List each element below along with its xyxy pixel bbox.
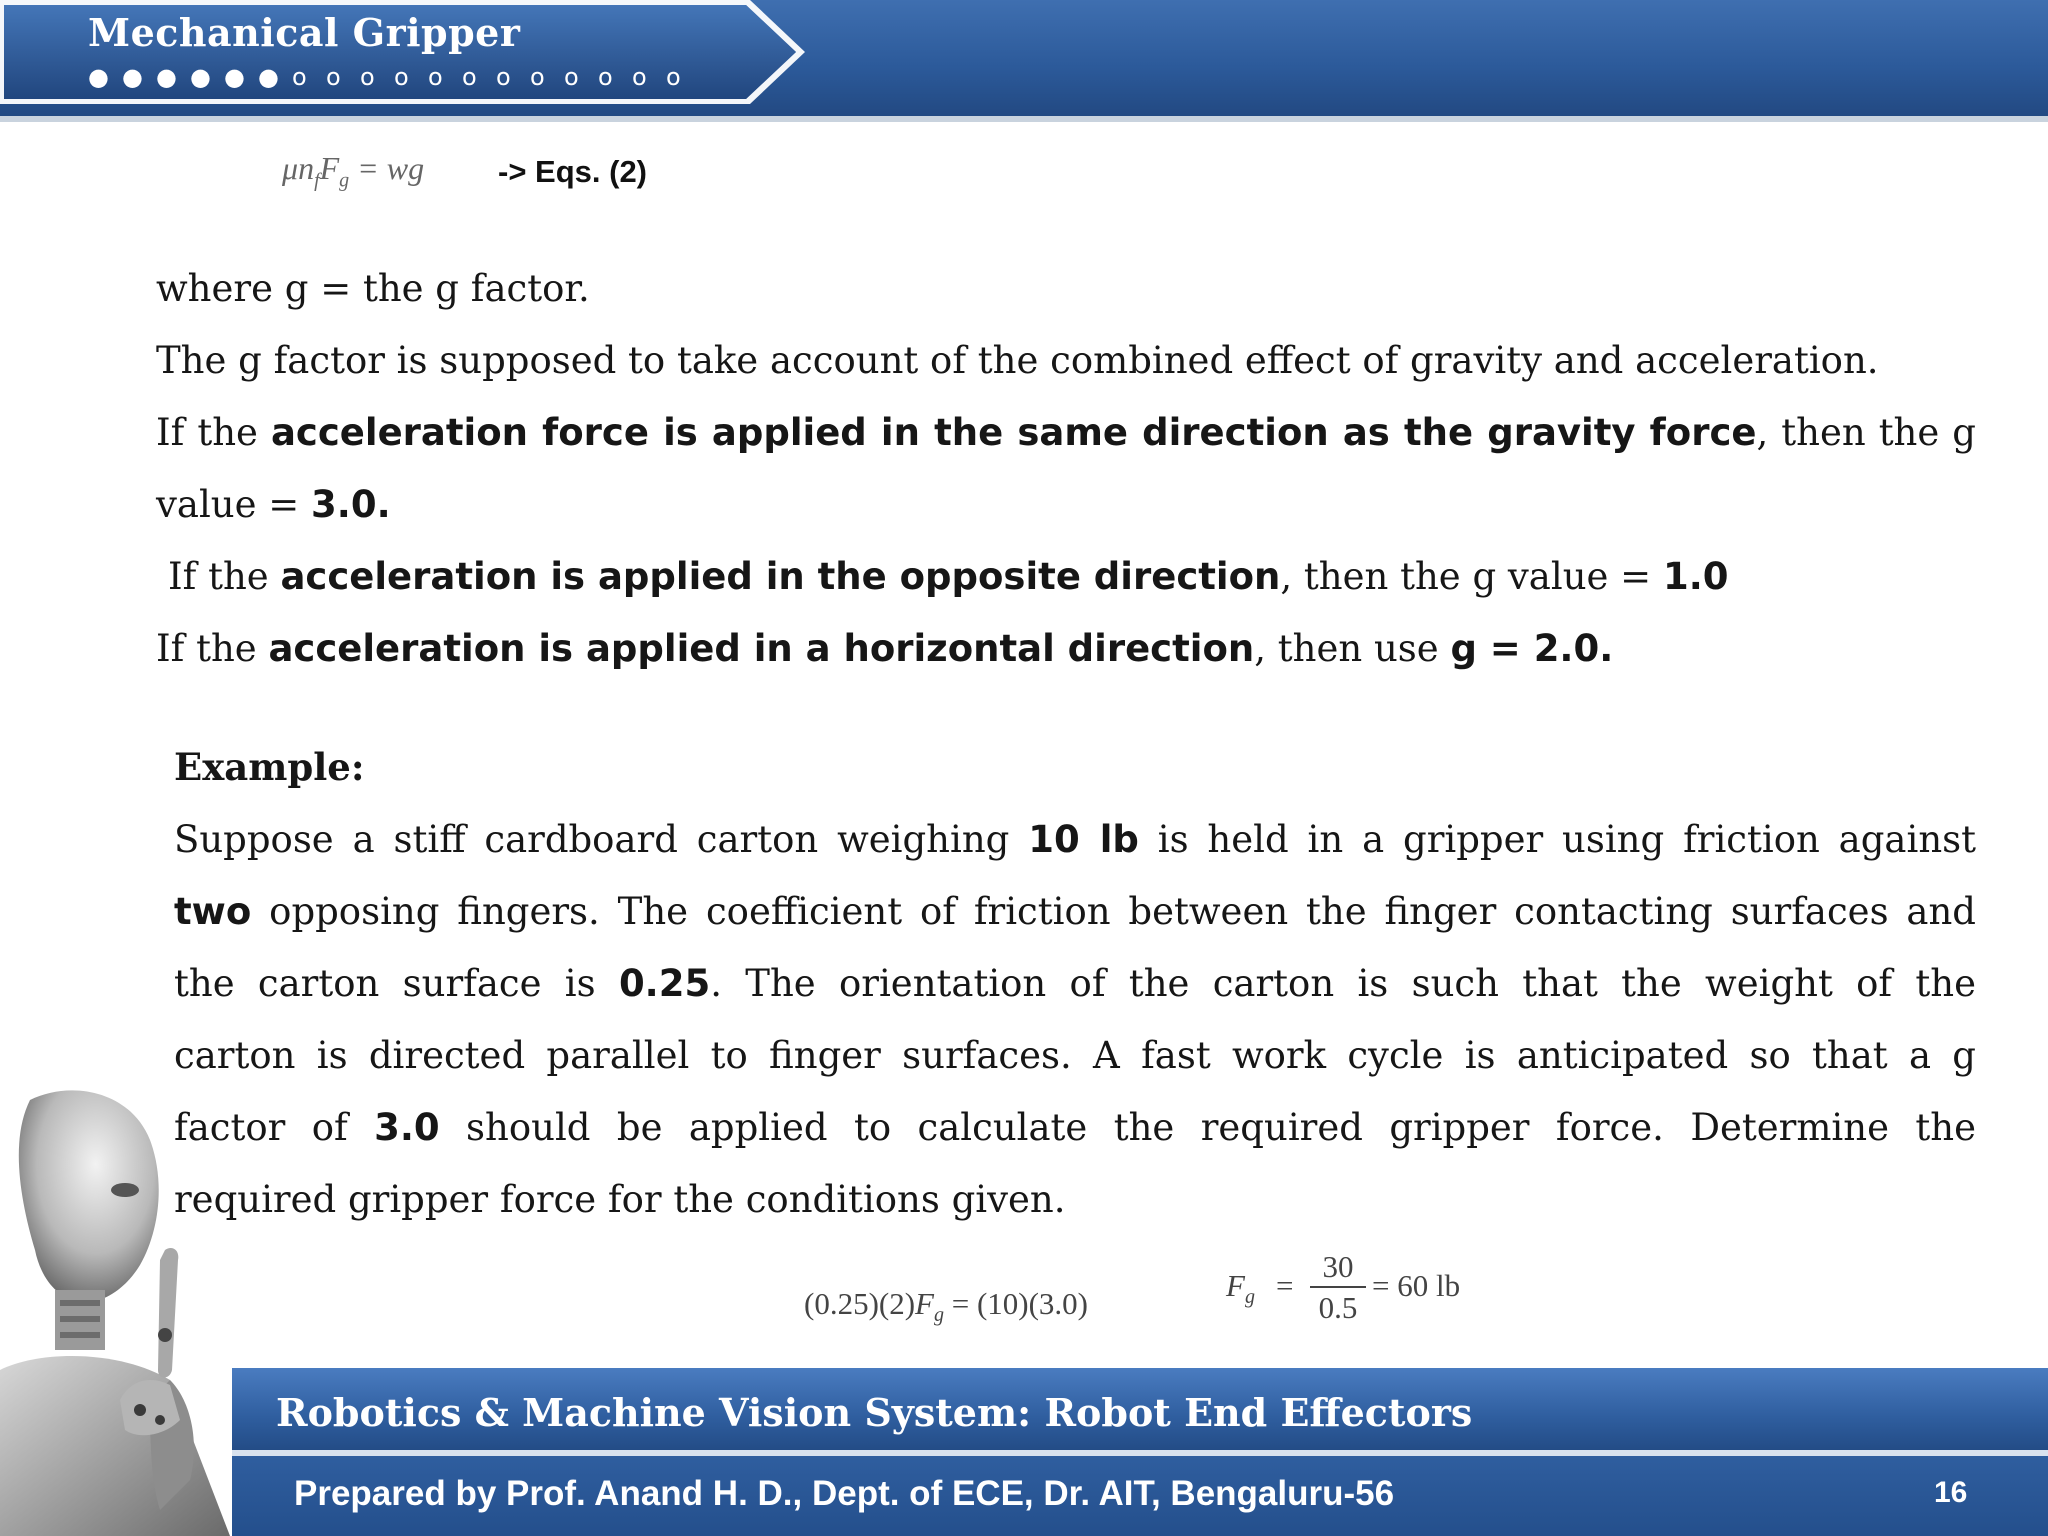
progress-dot-empty: o — [292, 63, 307, 91]
body-line-3: If the acceleration force is applied in the same direction as the gravity force, then the g — [156, 411, 1976, 454]
progress-dot-empty: o — [530, 63, 545, 91]
progress-dot-empty: o — [394, 63, 409, 91]
progress-dot-empty: o — [462, 63, 477, 91]
progress-dot-filled: ● — [122, 63, 143, 91]
footer-course-title: Robotics & Machine Vision System: Robot End Effectors — [276, 1390, 1473, 1435]
progress-dot-empty: o — [360, 63, 375, 91]
example-line-4: carton is directed parallel to finger surfaces. A fast work cycle is anticipated so that a g — [174, 1034, 1976, 1077]
progress-dot-empty: o — [632, 63, 647, 91]
body-line-4: value = 3.0. — [156, 483, 391, 526]
example-line-2: two opposing fingers. The coefficient of friction between the finger contacting surfaces and — [174, 890, 1976, 933]
progress-dot-empty: o — [496, 63, 511, 91]
progress-dot-filled: ● — [258, 63, 279, 91]
example-line-1: Suppose a stiff cardboard carton weighing 10 lb is held in a gripper using friction against — [174, 818, 1977, 861]
progress-dot-filled: ● — [88, 63, 109, 91]
progress-dot-empty: o — [326, 63, 341, 91]
equation-label: -> Eqs. (2) — [498, 154, 648, 189]
formula-gripper-force: $F_g$ = $\frac{30}{0.5}$ = 60 lb — [1226, 1249, 1461, 1325]
slide-progress-dots — [88, 62, 700, 92]
progress-dot-empty: o — [564, 63, 579, 91]
slide-title: Mechanical Gripper — [88, 10, 521, 55]
progress-dot-filled: ● — [190, 63, 211, 91]
example-line-6: required gripper force for the conditions given. — [174, 1178, 1066, 1221]
body-line-2: The g factor is supposed to take account of the combined effect of gravity and acceleration. — [156, 339, 1879, 382]
progress-dot-empty: o — [666, 63, 681, 91]
footer-credit: Prepared by Prof. Anand H. D., Dept. of ECE, Dr. AIT, Bengaluru-56 — [294, 1474, 1395, 1513]
formula-force-balance: $(0.25)(2)F_g = (10)(3.0)$ — [804, 1286, 1089, 1327]
example-line-5: factor of 3.0 should be applied to calculate the required gripper force. Determine the — [174, 1106, 1976, 1149]
progress-dot-filled: ● — [156, 63, 177, 91]
body-line-6: If the acceleration is applied in a horizontal direction, then use g = 2.0. — [156, 627, 1614, 670]
example-line-3: the carton surface is 0.25. The orientation of the carton is such that the weight of the — [174, 962, 1977, 1005]
example-heading: Example: — [174, 745, 365, 789]
header-shadow — [0, 116, 2048, 122]
equation-friction: $\mu n_fF_g$ = wg — [282, 150, 425, 192]
robot-illustration — [0, 1080, 240, 1536]
body-line-1: where g = the g factor. — [156, 267, 590, 310]
progress-dot-empty: o — [428, 63, 443, 91]
body-line-5: If the acceleration is applied in the opposite direction, then the g value = 1.0 — [168, 555, 1729, 598]
page-number: 16 — [1934, 1476, 1968, 1509]
progress-dot-empty: o — [598, 63, 613, 91]
progress-dot-filled: ● — [224, 63, 245, 91]
